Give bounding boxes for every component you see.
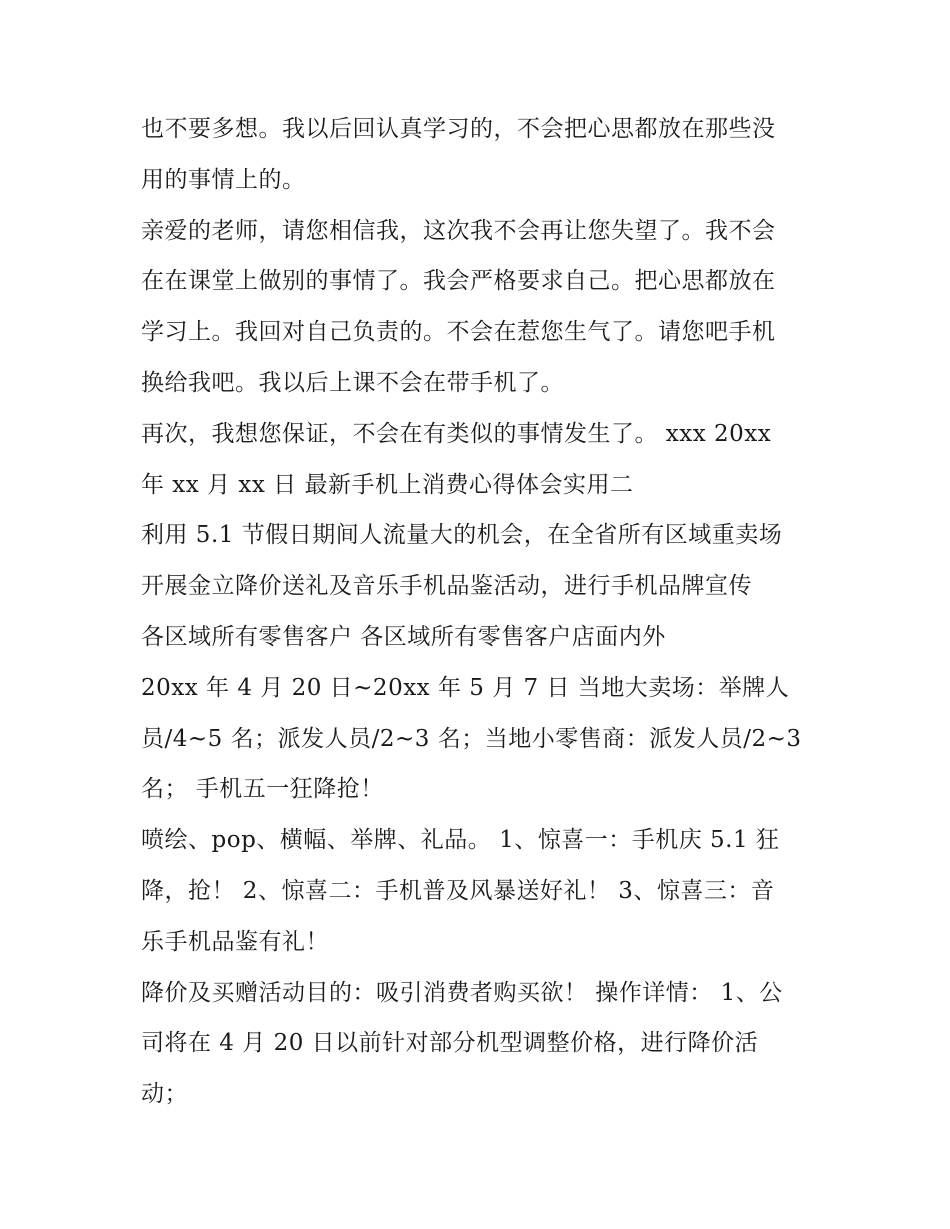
text-line: 年 xx 月 xx 日 最新手机上消费心得体会实用二 (141, 471, 634, 498)
text-line: 学习上。我回对自己负责的。不会在惹您生气了。请您吧手机 (141, 319, 776, 346)
text-line: 喷绘、pop、横幅、举牌、礼品。 1、惊喜一：手机庆 5.1 狂 (141, 827, 780, 854)
text-line: 再次，我想您保证，不会在有类似的事情发生了。 xxx 20xx (141, 420, 772, 447)
text-line: 员/4~5 名；派发人员/2~3 名；当地小零售商：派发人员/2~3 (141, 725, 802, 752)
text-line: 降，抢！ 2、惊喜二：手机普及风暴送好礼！ 3、惊喜三：音 (141, 877, 775, 904)
text-line: 换给我吧。我以后上课不会在带手机了。 (141, 369, 564, 396)
text-line: 各区域所有零售客户 各区域所有零售客户店面内外 (141, 623, 666, 650)
text-line: 动； (141, 1081, 188, 1108)
text-line: 司将在 4 月 20 日以前针对部分机型调整价格，进行降价活 (141, 1030, 759, 1057)
text-line: 名； 手机五一狂降抢！ (141, 776, 384, 803)
text-line: 20xx 年 4 月 20 日~20xx 年 5 月 7 日 当地大卖场：举牌人 (141, 674, 790, 701)
text-line: 在在课堂上做别的事情了。我会严格要求自己。把心思都放在 (141, 268, 776, 295)
text-line: 亲爱的老师，请您相信我，这次我不会再让您失望了。我不会 (141, 217, 776, 244)
text-line: 也不要多想。我以后回认真学习的，不会把心思都放在那些没 (141, 116, 776, 142)
text-line: 降价及买赠活动目的：吸引消费者购买欲！ 操作详情： 1、公 (141, 979, 783, 1006)
text-line: 乐手机品鉴有礼！ (141, 928, 329, 955)
text-line: 利用 5.1 节假日期间人流量大的机会，在全省所有区域重卖场 (141, 522, 783, 549)
document-body (141, 104, 821, 1120)
text-line: 用的事情上的。 (141, 166, 306, 193)
text-line: 开展金立降价送礼及音乐手机品鉴活动，进行手机品牌宣传 (141, 573, 752, 600)
